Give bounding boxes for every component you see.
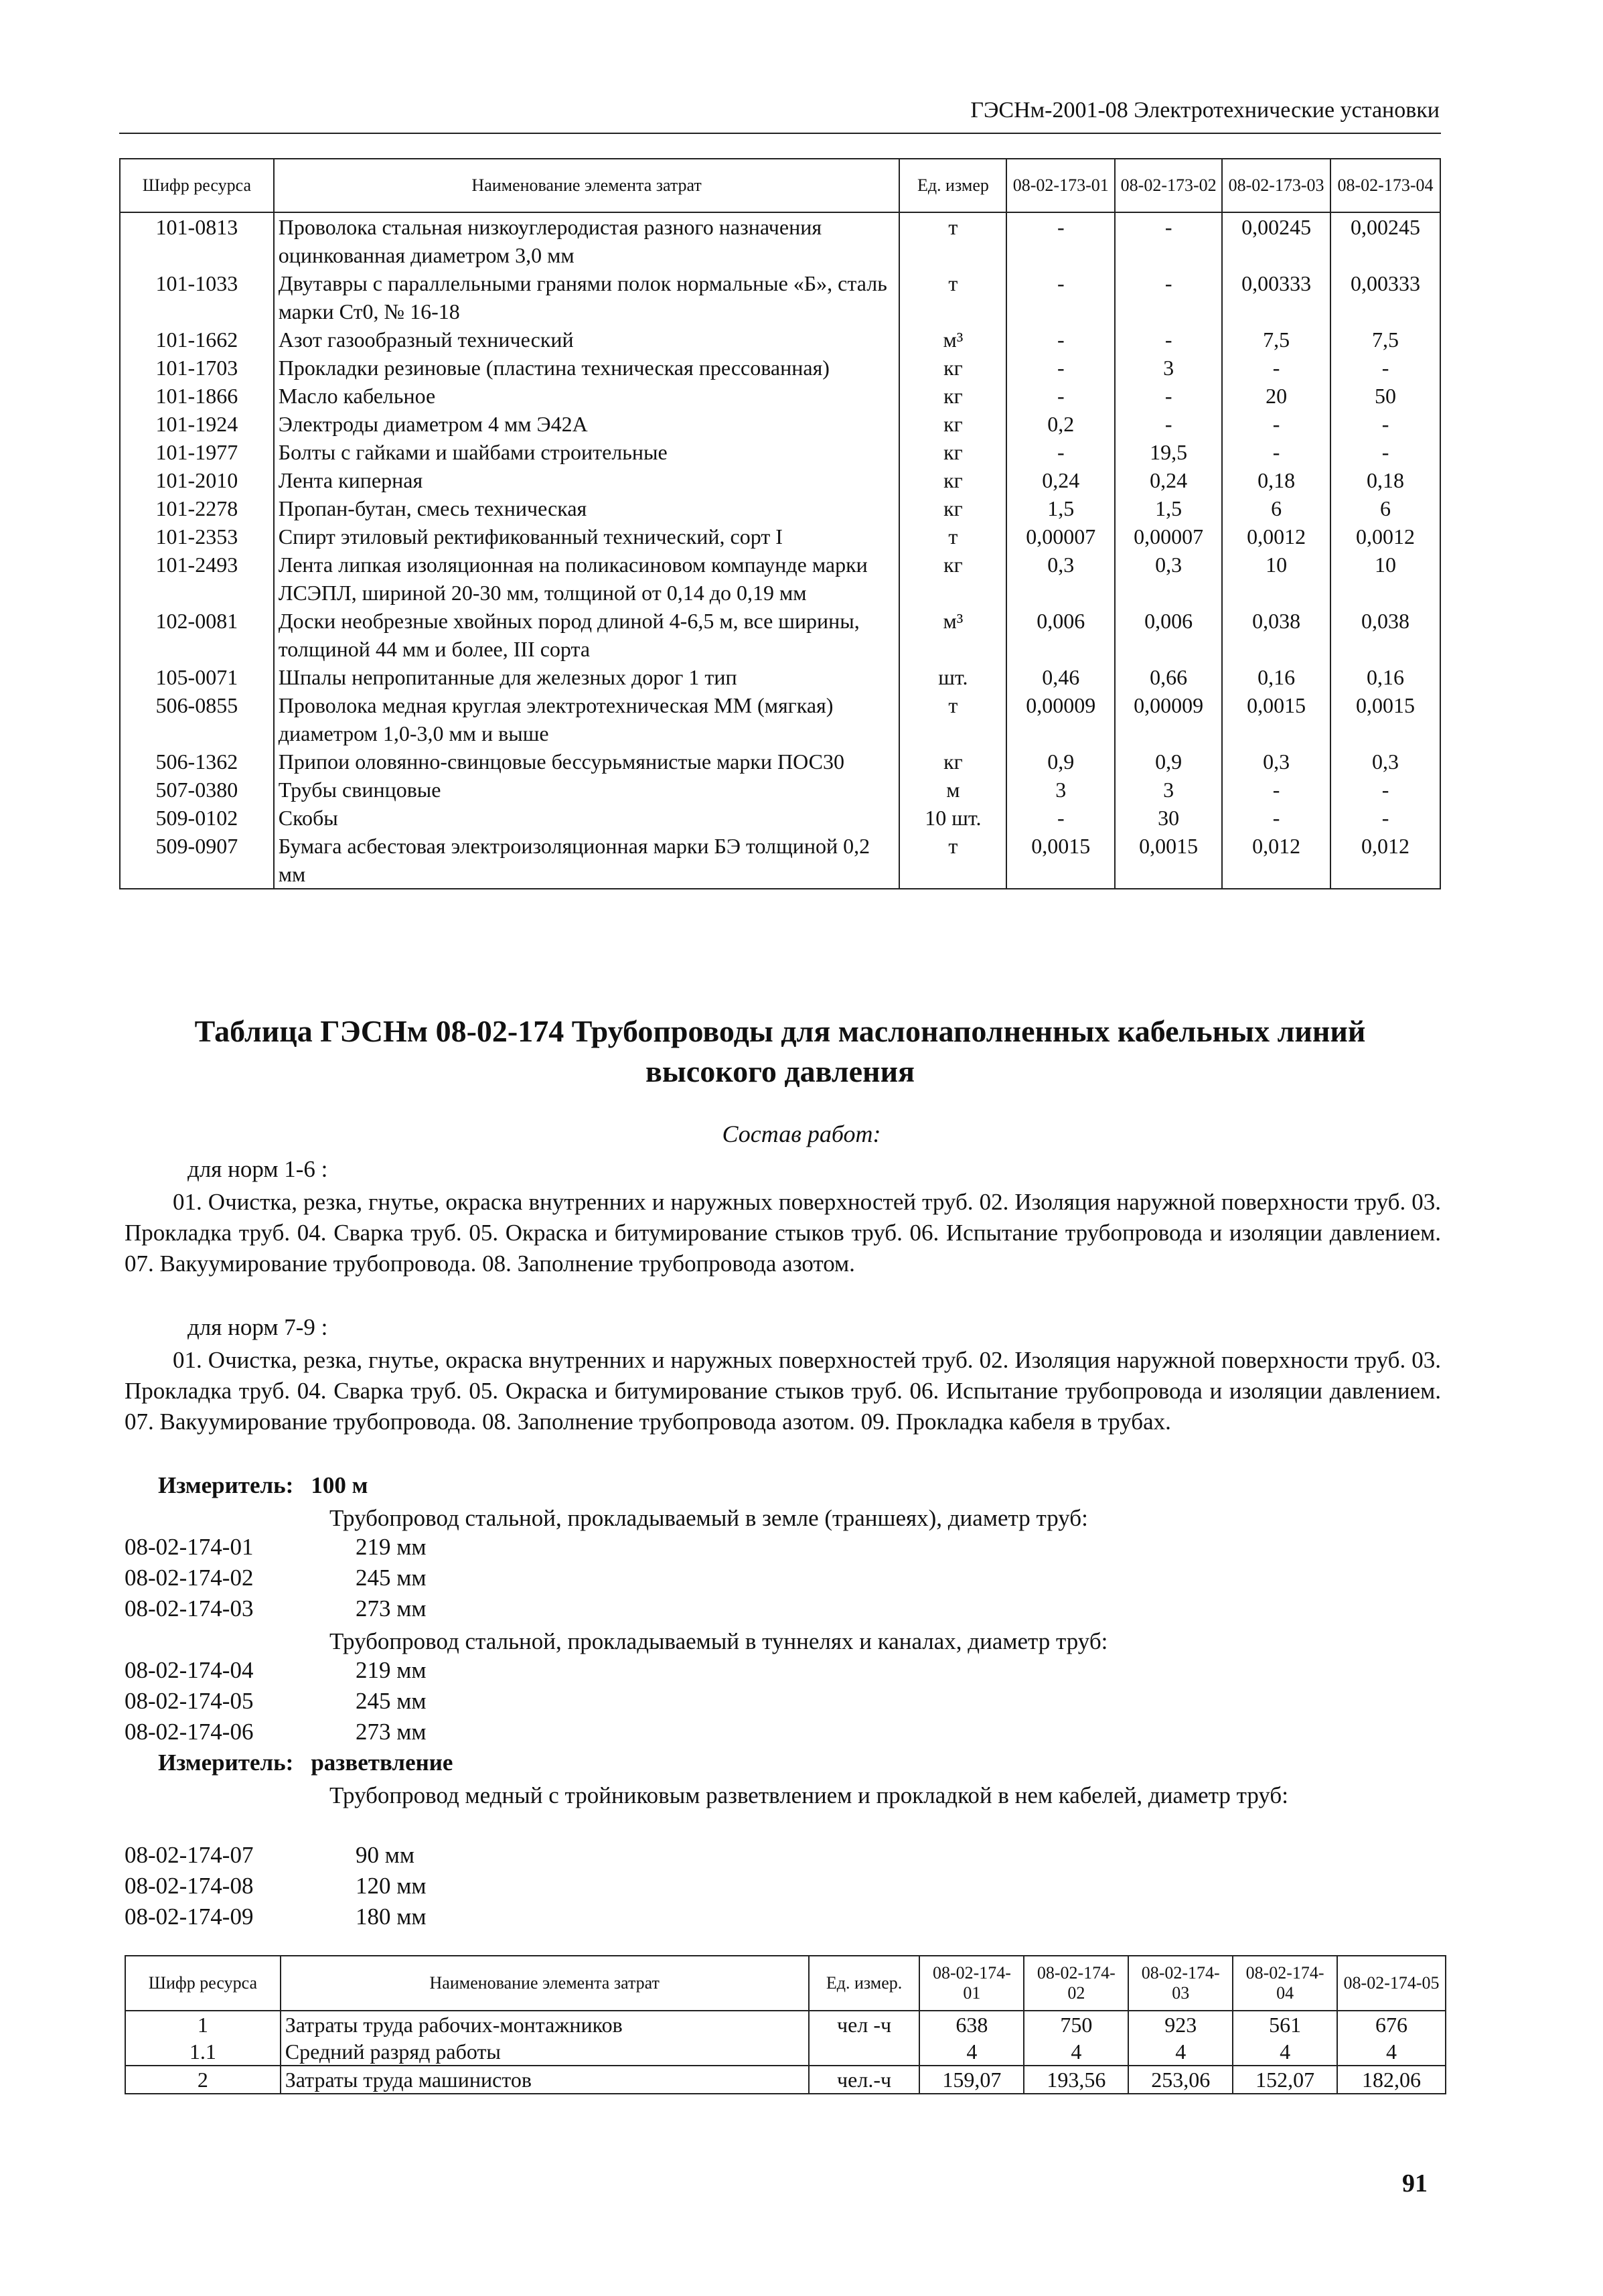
rate-item: [125, 1873, 427, 1899]
table-row: [120, 522, 1440, 551]
table-row: [120, 832, 1440, 889]
value-cell: 0,3: [1006, 551, 1115, 607]
header-cell: Наименование элемента затрат: [274, 159, 900, 212]
value-cell: 0,46: [1006, 663, 1115, 691]
value-cell: 159,07: [919, 2066, 1024, 2094]
header-cell: Шифр ресурса: [120, 159, 274, 212]
cost-element-cell: Болты с гайками и шайбами строительные: [274, 438, 900, 466]
table-row: [120, 747, 1440, 776]
table-title-line1: Таблица ГЭСНм 08-02-174 Трубопроводы для маслонаполненных кабельных линий: [194, 1014, 1366, 1048]
resource-code-cell: 102-0081: [120, 607, 274, 663]
cost-element-cell: Шпалы непропитанные для железных дорог 1 тип: [274, 663, 900, 691]
table-row: [125, 2066, 1446, 2094]
header-cell: Шифр ресурса: [125, 1956, 281, 2011]
value-cell: 10: [1330, 551, 1440, 607]
table-row: [120, 438, 1440, 466]
labor-costs-table-174: [125, 1955, 1446, 2094]
header-cell: 08-02-174-01: [919, 1956, 1024, 2011]
unit-cell: т: [899, 269, 1006, 326]
value-cell: -: [1330, 410, 1440, 438]
cost-element-cell: Азот газообразный технический: [274, 326, 900, 354]
value-cell: 0,00009: [1115, 691, 1222, 747]
value-cell: 4: [919, 2038, 1024, 2066]
cost-element-cell: Лента липкая изоляционная на поликасиновом компаунде марки ЛСЭПЛ, шириной 20-30 мм, толщиной от 0,14 до 0,19 мм: [274, 551, 900, 607]
table-body: [125, 2011, 1446, 2094]
cost-element-cell: Затраты труда машинистов: [281, 2066, 809, 2094]
cost-element-cell: Трубы свинцовые: [274, 776, 900, 804]
value-cell: -: [1330, 776, 1440, 804]
rate-code: 08-02-174-06: [125, 1719, 254, 1745]
header-cell: 08-02-173-01: [1006, 159, 1115, 212]
unit-cell: [809, 2038, 920, 2066]
norms-7-9-label: для норм 7-9 :: [187, 1314, 328, 1340]
header-cell: Ед. измер: [899, 159, 1006, 212]
value-cell: -: [1222, 804, 1330, 832]
cost-element-cell: Скобы: [274, 804, 900, 832]
value-cell: 50: [1330, 382, 1440, 410]
unit-cell: кг: [899, 438, 1006, 466]
rate-value: 180 мм: [356, 1904, 427, 1930]
rate-item: [125, 1595, 427, 1622]
rate-value: 273 мм: [356, 1719, 427, 1745]
table-row: [120, 607, 1440, 663]
value-cell: 0,18: [1330, 466, 1440, 494]
value-cell: -: [1115, 269, 1222, 326]
value-cell: 0,00333: [1222, 269, 1330, 326]
table-row: [120, 269, 1440, 326]
resources-table-173: [119, 158, 1441, 889]
rate-value: 245 мм: [356, 1565, 427, 1591]
unit-cell: 10 шт.: [899, 804, 1006, 832]
value-cell: 193,56: [1024, 2066, 1128, 2094]
unit-cell: м: [899, 776, 1006, 804]
value-cell: 0,16: [1330, 663, 1440, 691]
measure-unit-1: [158, 1472, 368, 1499]
cost-element-cell: Прокладки резиновые (пластина техническая прессованная): [274, 354, 900, 382]
value-cell: 0,00333: [1330, 269, 1440, 326]
value-cell: 0,0015: [1330, 691, 1440, 747]
rate-code: 08-02-174-02: [125, 1565, 254, 1591]
group-description: Трубопровод стальной, прокладываемый в туннелях и каналах, диаметр труб:: [329, 1628, 1108, 1654]
header-cell: 08-02-173-02: [1115, 159, 1222, 212]
value-cell: 676: [1337, 2011, 1446, 2038]
table-row: [120, 551, 1440, 607]
value-cell: 4: [1337, 2038, 1446, 2066]
rate-code: 08-02-174-03: [125, 1595, 254, 1622]
value-cell: 0,038: [1222, 607, 1330, 663]
unit-cell: кг: [899, 747, 1006, 776]
value-cell: -: [1222, 354, 1330, 382]
rate-item: [125, 1688, 427, 1715]
value-cell: 4: [1128, 2038, 1233, 2066]
norms-1-6-label: для норм 1-6 :: [187, 1156, 328, 1182]
resource-code-cell: 509-0102: [120, 804, 274, 832]
resource-code-cell: 101-2010: [120, 466, 274, 494]
value-cell: -: [1115, 410, 1222, 438]
header-cell: 08-02-174-04: [1233, 1956, 1337, 2011]
norms-1-6-text: 01. Очистка, резка, гнутье, окраска внутренних и наружных поверхностей труб. 02. Изоляция наружной поверхности труб. 03. Прокладка труб. 04. Сварка труб. 05. Окраска и битумирование стыков труб. 06. Испытание трубопровода и изоляции давлением. 07. Вакуумирование трубопровода. 08. Заполнение трубопровода азотом.: [125, 1189, 1441, 1277]
value-cell: -: [1115, 326, 1222, 354]
value-cell: 0,00245: [1222, 212, 1330, 269]
rate-value: 219 мм: [356, 1657, 427, 1683]
table-title-line2: высокого давления: [645, 1054, 915, 1088]
value-cell: -: [1006, 326, 1115, 354]
value-cell: -: [1006, 269, 1115, 326]
value-cell: 3: [1006, 776, 1115, 804]
resource-code-cell: 2: [125, 2066, 281, 2094]
value-cell: 253,06: [1128, 2066, 1233, 2094]
value-cell: 0,16: [1222, 663, 1330, 691]
value-cell: 4: [1024, 2038, 1128, 2066]
value-cell: 0,00009: [1006, 691, 1115, 747]
resource-code-cell: 101-2353: [120, 522, 274, 551]
unit-cell: т: [899, 212, 1006, 269]
table-body: [120, 212, 1440, 889]
cost-element-cell: Затраты труда рабочих-монтажников: [281, 2011, 809, 2038]
header-cell: Наименование элемента затрат: [281, 1956, 809, 2011]
unit-cell: чел -ч: [809, 2011, 920, 2038]
rate-value: 120 мм: [356, 1873, 427, 1899]
value-cell: 0,00007: [1006, 522, 1115, 551]
value-cell: 0,2: [1006, 410, 1115, 438]
value-cell: -: [1006, 438, 1115, 466]
table-header-row: [125, 1956, 1446, 2011]
rate-item: [125, 1719, 427, 1745]
measure-label: Измеритель:: [158, 1472, 294, 1498]
value-cell: 20: [1222, 382, 1330, 410]
norms-7-9-text: 01. Очистка, резка, гнутье, окраска внутренних и наружных поверхностей труб. 02. Изоляция наружной поверхности труб. 03. Прокладка труб. 04. Сварка труб. 05. Окраска и битумирование стыков труб. 06. Испытание трубопровода и изоляции давлением. 07. Вакуумирование трубопровода. 08. Заполнение трубопровода азотом. 09. Прокладка кабеля в трубах.: [125, 1347, 1441, 1435]
resource-code-cell: 101-0813: [120, 212, 274, 269]
cost-element-cell: Бумага асбестовая электроизоляционная марки БЭ толщиной 0,2 мм: [274, 832, 900, 889]
cost-element-cell: Пропан-бутан, смесь техническая: [274, 494, 900, 522]
table-row: [120, 410, 1440, 438]
rate-item: [125, 1904, 427, 1930]
value-cell: 0,24: [1115, 466, 1222, 494]
resource-code-cell: 507-0380: [120, 776, 274, 804]
resource-code-cell: 101-1977: [120, 438, 274, 466]
header-rule: [119, 133, 1441, 134]
value-cell: 4: [1233, 2038, 1337, 2066]
value-cell: -: [1006, 354, 1115, 382]
rate-code: 08-02-174-04: [125, 1657, 254, 1683]
rate-code: 08-02-174-09: [125, 1904, 254, 1930]
rate-value: 273 мм: [356, 1595, 427, 1622]
unit-cell: м³: [899, 326, 1006, 354]
resource-code-cell: 101-1033: [120, 269, 274, 326]
composition-label: Состав работ:: [722, 1121, 881, 1147]
cost-element-cell: Доски необрезные хвойных пород длиной 4-6,5 м, все ширины, толщиной 44 мм и более, III сорта: [274, 607, 900, 663]
rate-item: [125, 1534, 427, 1561]
header-cell: 08-02-174-03: [1128, 1956, 1233, 2011]
unit-cell: кг: [899, 410, 1006, 438]
header-cell: Ед. измер.: [809, 1956, 920, 2011]
cost-element-cell: Спирт этиловый ректификованный технический, сорт I: [274, 522, 900, 551]
value-cell: -: [1222, 410, 1330, 438]
measure-value: 100 м: [311, 1472, 368, 1498]
resource-code-cell: 105-0071: [120, 663, 274, 691]
value-cell: 0,0015: [1115, 832, 1222, 889]
value-cell: 0,3: [1222, 747, 1330, 776]
table-row: [125, 2011, 1446, 2038]
table-row: [125, 2038, 1446, 2066]
value-cell: 0,012: [1222, 832, 1330, 889]
rate-value: 219 мм: [356, 1534, 427, 1560]
resource-code-cell: 101-2493: [120, 551, 274, 607]
value-cell: -: [1330, 354, 1440, 382]
running-header: ГЭСНм-2001-08 Электротехнические установки: [970, 98, 1440, 123]
measure-unit-2: [158, 1749, 453, 1776]
value-cell: -: [1115, 212, 1222, 269]
resource-code-cell: 506-1362: [120, 747, 274, 776]
value-cell: 10: [1222, 551, 1330, 607]
value-cell: 750: [1024, 2011, 1128, 2038]
unit-cell: м³: [899, 607, 1006, 663]
rate-item: [125, 1657, 427, 1684]
rate-code: 08-02-174-08: [125, 1873, 254, 1899]
value-cell: 19,5: [1115, 438, 1222, 466]
value-cell: 30: [1115, 804, 1222, 832]
value-cell: 923: [1128, 2011, 1233, 2038]
cost-element-cell: Лента киперная: [274, 466, 900, 494]
rate-code: 08-02-174-05: [125, 1688, 254, 1714]
value-cell: 638: [919, 2011, 1024, 2038]
cost-element-cell: Двутавры с параллельными гранями полок нормальные «Б», сталь марки Ст0, № 16-18: [274, 269, 900, 326]
value-cell: -: [1330, 804, 1440, 832]
page-number: 91: [1402, 2169, 1428, 2198]
value-cell: 0,012: [1330, 832, 1440, 889]
unit-cell: кг: [899, 551, 1006, 607]
value-cell: 0,3: [1330, 747, 1440, 776]
rate-code: 08-02-174-01: [125, 1534, 254, 1560]
resource-code-cell: 101-1703: [120, 354, 274, 382]
unit-cell: т: [899, 832, 1006, 889]
header-cell: 08-02-173-04: [1330, 159, 1440, 212]
table-row: [120, 494, 1440, 522]
value-cell: -: [1222, 438, 1330, 466]
table-title: [119, 1011, 1441, 1092]
value-cell: 0,006: [1006, 607, 1115, 663]
value-cell: 561: [1233, 2011, 1337, 2038]
rate-value: 245 мм: [356, 1688, 427, 1714]
value-cell: 0,0015: [1222, 691, 1330, 747]
cost-element-cell: Припои оловянно-свинцовые бессурьмянистые марки ПОС30: [274, 747, 900, 776]
value-cell: 0,18: [1222, 466, 1330, 494]
value-cell: 1,5: [1006, 494, 1115, 522]
value-cell: 0,0012: [1222, 522, 1330, 551]
value-cell: 1,5: [1115, 494, 1222, 522]
unit-cell: т: [899, 522, 1006, 551]
unit-cell: кг: [899, 466, 1006, 494]
table-row: [120, 776, 1440, 804]
resource-code-cell: 101-1924: [120, 410, 274, 438]
value-cell: 182,06: [1337, 2066, 1446, 2094]
group-description: Трубопровод медный с тройниковым разветвлением и прокладкой в нем кабелей, диаметр труб:: [329, 1782, 1288, 1808]
value-cell: 0,006: [1115, 607, 1222, 663]
table-row: [120, 804, 1440, 832]
header-cell: 08-02-174-05: [1337, 1956, 1446, 2011]
value-cell: 152,07: [1233, 2066, 1337, 2094]
cost-element-cell: Проволока стальная низкоуглеродистая разного назначения оцинкованная диаметром 3,0 мм: [274, 212, 900, 269]
table-row: [120, 382, 1440, 410]
value-cell: 0,038: [1330, 607, 1440, 663]
unit-cell: т: [899, 691, 1006, 747]
cost-element-cell: Электроды диаметром 4 мм Э42А: [274, 410, 900, 438]
value-cell: 0,9: [1006, 747, 1115, 776]
resource-code-cell: 1: [125, 2011, 281, 2038]
value-cell: 3: [1115, 776, 1222, 804]
value-cell: -: [1222, 776, 1330, 804]
value-cell: 0,00007: [1115, 522, 1222, 551]
table-row: [120, 466, 1440, 494]
rate-item: [125, 1565, 427, 1591]
table-header-row: [120, 159, 1440, 212]
value-cell: 0,9: [1115, 747, 1222, 776]
rate-code: 08-02-174-07: [125, 1842, 254, 1868]
value-cell: 3: [1115, 354, 1222, 382]
unit-cell: кг: [899, 494, 1006, 522]
table-row: [120, 663, 1440, 691]
value-cell: 0,00245: [1330, 212, 1440, 269]
cost-element-cell: Масло кабельное: [274, 382, 900, 410]
unit-cell: чел.-ч: [809, 2066, 920, 2094]
value-cell: -: [1006, 382, 1115, 410]
measure-label: Измеритель:: [158, 1749, 294, 1776]
value-cell: 0,66: [1115, 663, 1222, 691]
value-cell: 0,24: [1006, 466, 1115, 494]
value-cell: -: [1330, 438, 1440, 466]
table-row: [120, 212, 1440, 269]
unit-cell: кг: [899, 382, 1006, 410]
value-cell: 0,0015: [1006, 832, 1115, 889]
table-row: [120, 354, 1440, 382]
resource-code-cell: 101-2278: [120, 494, 274, 522]
unit-cell: шт.: [899, 663, 1006, 691]
value-cell: 0,3: [1115, 551, 1222, 607]
value-cell: -: [1006, 804, 1115, 832]
value-cell: 6: [1330, 494, 1440, 522]
value-cell: 7,5: [1330, 326, 1440, 354]
value-cell: 6: [1222, 494, 1330, 522]
resource-code-cell: 101-1662: [120, 326, 274, 354]
value-cell: 0,0012: [1330, 522, 1440, 551]
header-cell: 08-02-173-03: [1222, 159, 1330, 212]
rate-value: 90 мм: [356, 1842, 415, 1868]
cost-element-cell: Проволока медная круглая электротехническая ММ (мягкая) диаметром 1,0-3,0 мм и выше: [274, 691, 900, 747]
resource-code-cell: 101-1866: [120, 382, 274, 410]
value-cell: 7,5: [1222, 326, 1330, 354]
value-cell: -: [1006, 212, 1115, 269]
header-cell: 08-02-174-02: [1024, 1956, 1128, 2011]
value-cell: -: [1115, 382, 1222, 410]
table-row: [120, 326, 1440, 354]
rate-item: [125, 1842, 415, 1869]
table-row: [120, 691, 1440, 747]
group-description: Трубопровод стальной, прокладываемый в земле (траншеях), диаметр труб:: [329, 1505, 1088, 1531]
resource-code-cell: 1.1: [125, 2038, 281, 2066]
resource-code-cell: 506-0855: [120, 691, 274, 747]
cost-element-cell: Средний разряд работы: [281, 2038, 809, 2066]
unit-cell: кг: [899, 354, 1006, 382]
resource-code-cell: 509-0907: [120, 832, 274, 889]
measure-value: разветвление: [311, 1749, 453, 1776]
